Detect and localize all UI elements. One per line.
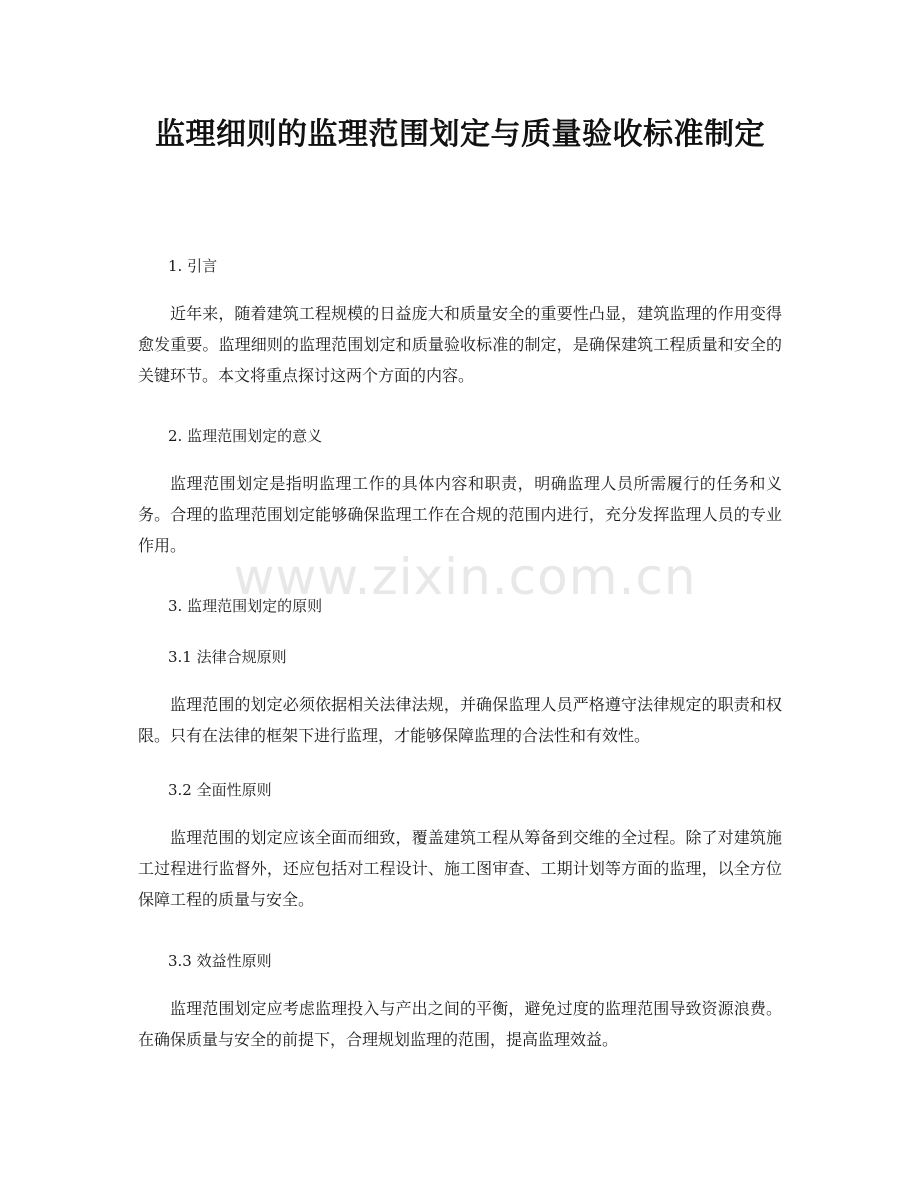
section-heading-efficiency: 3.3 效益性原则	[168, 952, 272, 970]
section-heading-introduction: 1. 引言	[168, 257, 218, 275]
section-heading-scope-meaning: 2. 监理范围划定的意义	[168, 427, 323, 445]
watermark-text: www.zixin.com.cn	[233, 548, 697, 606]
document-title: 监理细则的监理范围划定与质量验收标准制定	[155, 117, 765, 152]
section-paragraph-introduction: 近年来，随着建筑工程规模的日益庞大和质量安全的重要性凸显，建筑监理的作用变得愈发重要。监理细则的监理范围划定和质量验收标准的制定，是确保建筑工程质量和安全的关键环节。本文将重点探讨这两个方面的内容。	[138, 304, 782, 385]
section-heading-scope-principles: 3. 监理范围划定的原则	[168, 597, 323, 615]
section-heading-comprehensiveness: 3.2 全面性原则	[168, 781, 272, 799]
section-paragraph-legal-compliance: 监理范围的划定必须依据相关法律法规，并确保监理人员严格遵守法律规定的职责和权限。只有在法律的框架下进行监理，才能够保障监理的合法性和有效性。	[138, 695, 782, 745]
section-paragraph-comprehensiveness: 监理范围的划定应该全面而细致，覆盖建筑工程从筹备到交维的全过程。除了对建筑施工过程进行监督外，还应包括对工程设计、施工图审查、工期计划等方面的监理，以全方位保障工程的质量与安全。	[138, 828, 782, 909]
section-heading-legal-compliance: 3.1 法律合规原则	[168, 648, 287, 666]
section-paragraph-scope-meaning: 监理范围划定是指明监理工作的具体内容和职责，明确监理人员所需履行的任务和义务。合理的监理范围划定能够确保监理工作在合规的范围内进行，充分发挥监理人员的专业作用。	[138, 474, 782, 555]
section-paragraph-efficiency: 监理范围划定应考虑监理投入与产出之间的平衡，避免过度的监理范围导致资源浪费。在确保质量与安全的前提下，合理规划监理的范围，提高监理效益。	[138, 999, 782, 1049]
